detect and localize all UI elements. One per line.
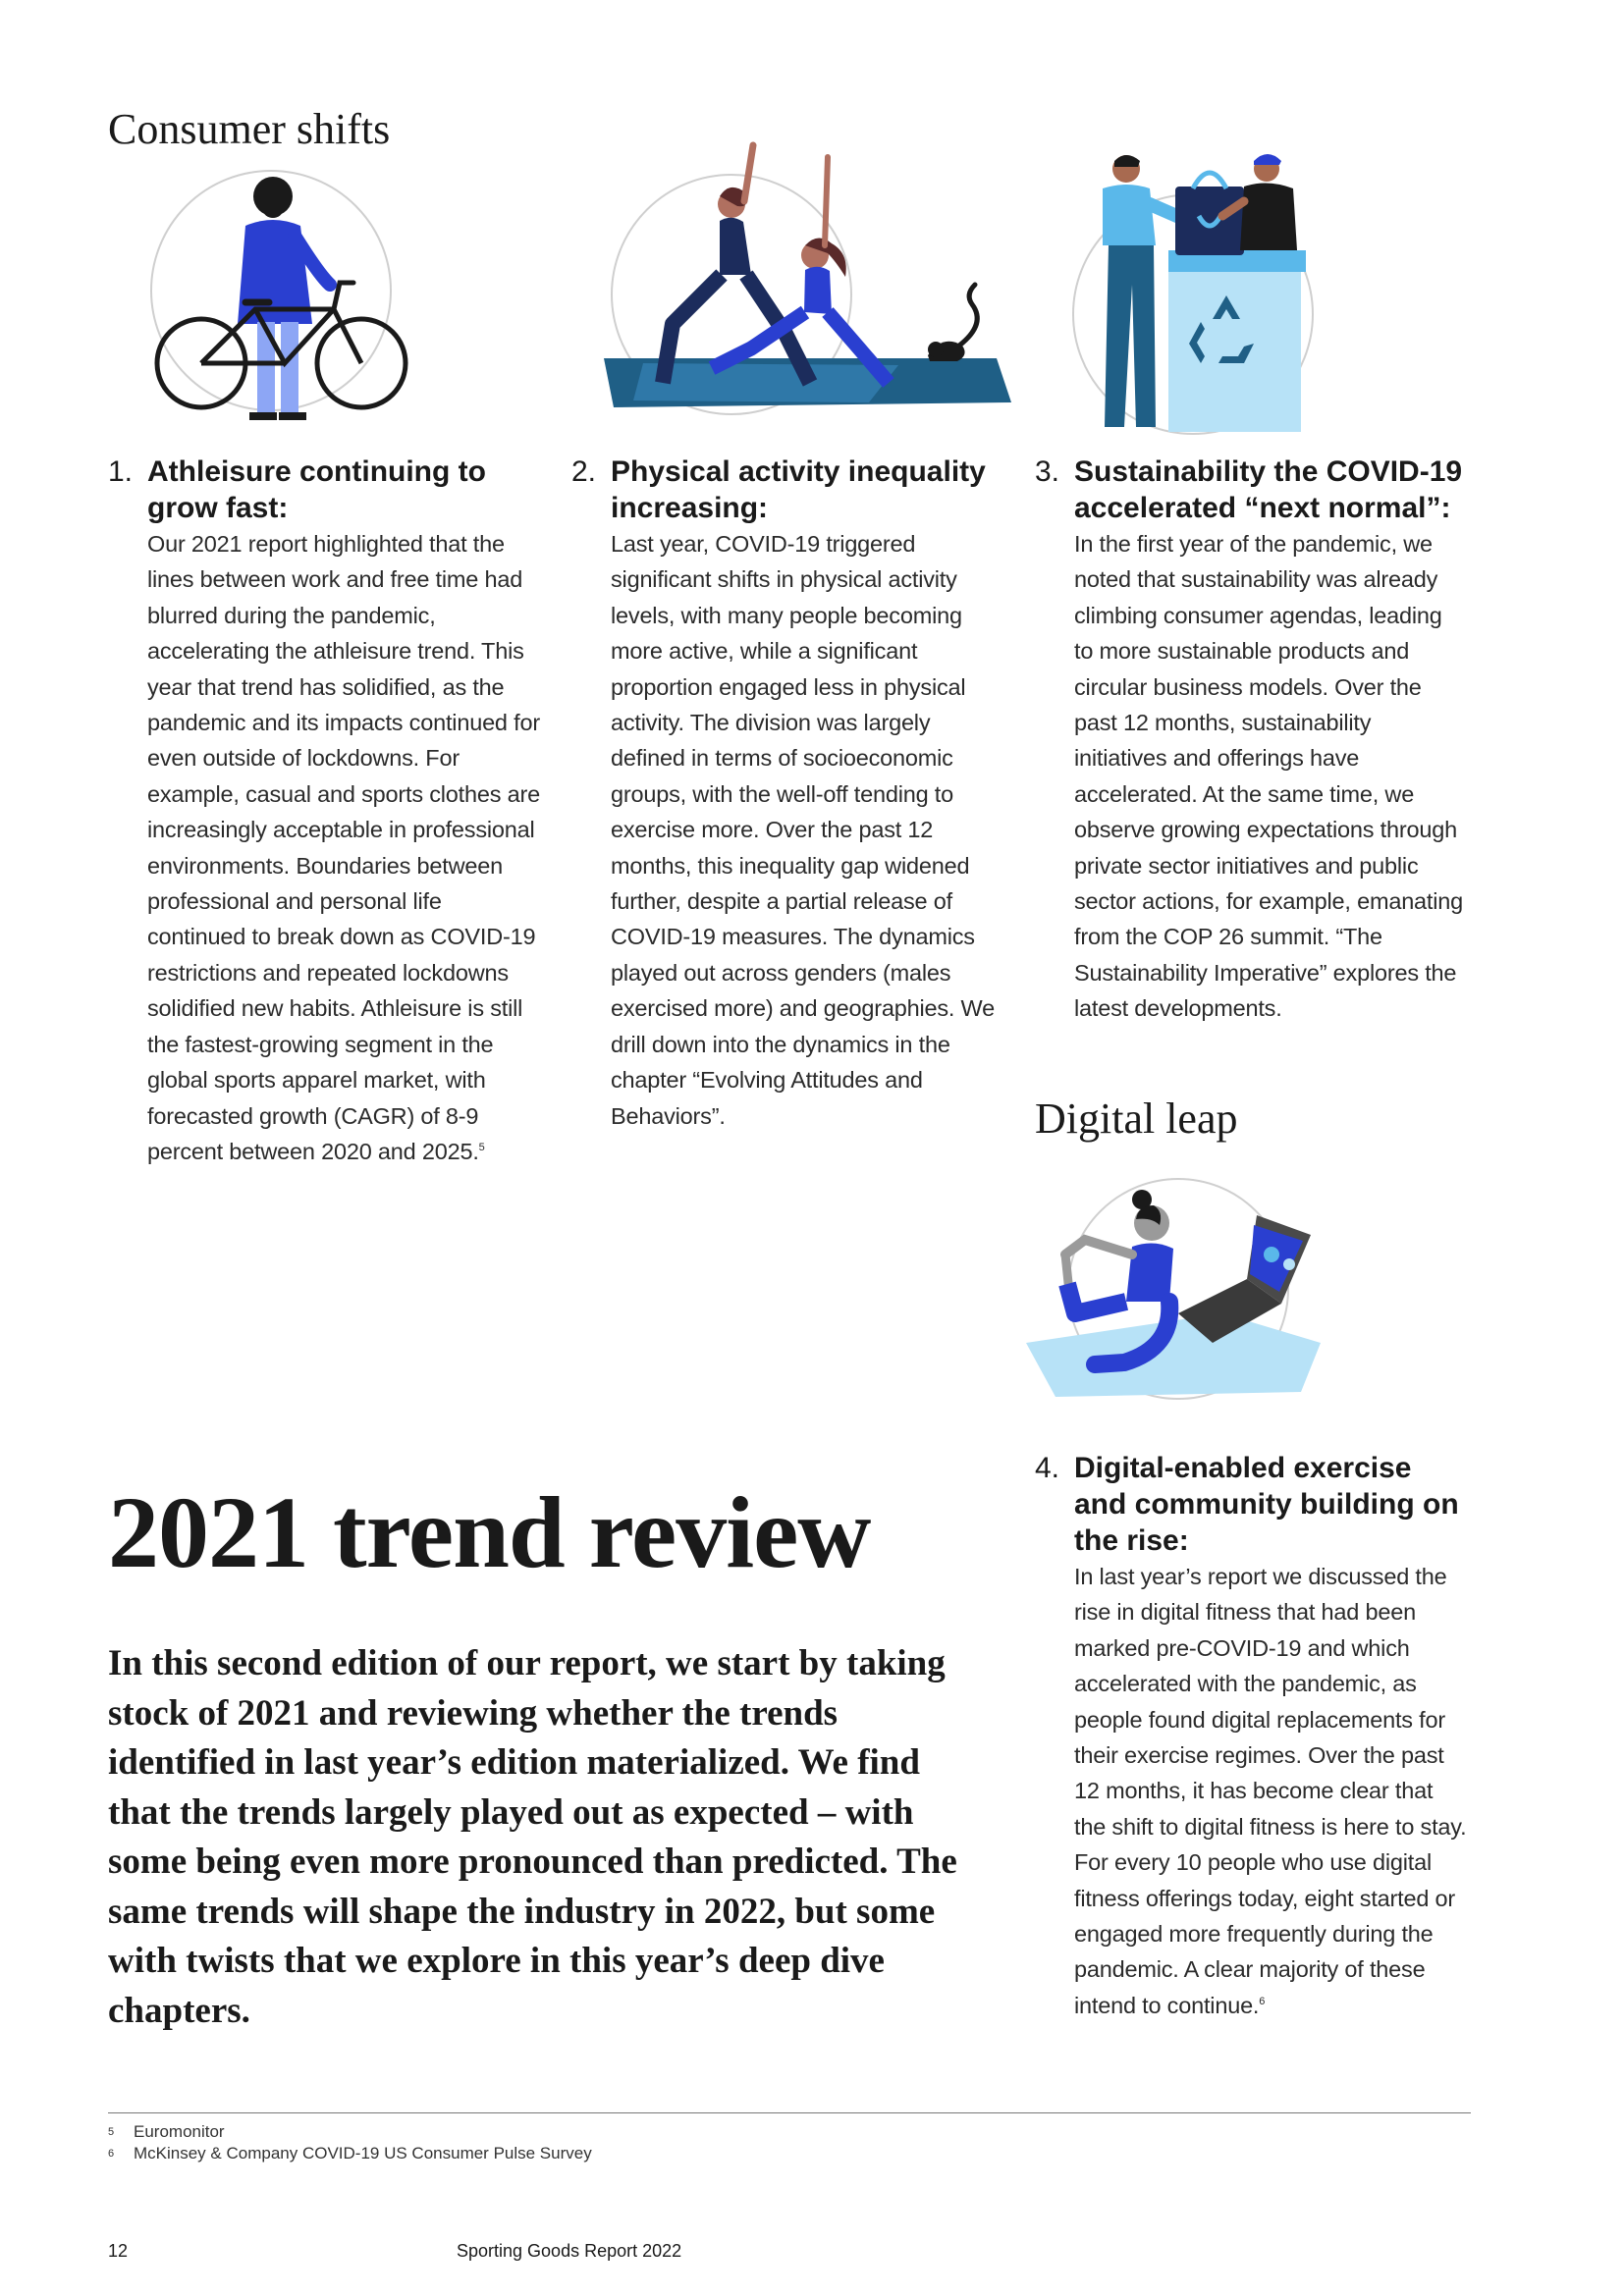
trend-item-digital-exercise xyxy=(1035,1450,1467,2023)
item-title: Physical activity inequality increasing: xyxy=(611,455,986,524)
trend-item-athleisure xyxy=(108,454,540,1169)
cyclist-illustration xyxy=(147,167,432,442)
trend-item-sustainability xyxy=(1035,454,1467,1027)
footnote-ref: 5 xyxy=(478,1142,485,1154)
trend-item-physical-activity xyxy=(571,454,1003,1134)
footnote-text: McKinsey & Company COVID-19 US Consumer Pulse Survey xyxy=(134,2144,592,2163)
page-number: 12 xyxy=(108,2241,129,2261)
footnote-6 xyxy=(108,2143,592,2164)
trend-review-intro: In this second edition of our report, we start by taking stock of 2021 and reviewing whether the trends identified in last year’s edition materialized. We find that the trends largely played out as expected – with some being even more pronounced than predicted. The same trends will shape the industry in 2022, but some with twists that we explore in this year’s deep dive chapters. xyxy=(108,1643,957,2031)
digital-fitness-illustration xyxy=(1026,1176,1321,1412)
footnote-divider xyxy=(108,2112,1471,2113)
item-body: In last year’s report we discussed the rise in digital fitness that had been marked pre-COVID-19 and which accelerated with the pandemic, as people found digital replacements for their exercise regimes. Over the past 12 months, it has become clear that the shift to digital fitness is here to stay. For every 10 people who use digital fitness offerings today, eight started or engaged more frequently during the pandemic. A clear majority of these intend to continue.$^6$ xyxy=(1074,1564,1467,2018)
footnote-mark: 6 xyxy=(108,2148,115,2160)
recycling-illustration xyxy=(1065,147,1321,442)
item-number: 3. xyxy=(1035,455,1060,488)
item-title: Athleisure continuing to grow fast: xyxy=(147,455,486,524)
item-number: 1. xyxy=(108,455,134,488)
item-title: Digital-enabled exercise and community building on the rise: xyxy=(1074,1452,1459,1557)
item-body: Our 2021 report highlighted that the lines between work and free time had blurred during the pandemic, accelerating the athleisure trend. This year that trend has solidified, as the pandemic and its impacts continued for even outside of lockdowns. For example, casual and sports clothes are increasingly acceptable in professional environments. Boundaries between professional and personal life continued to break down as COVID-19 restrictions and repeated lockdowns solidified new habits. Athleisure is still the fastest-growing segment in the global sports apparel market, with forecasted growth (CAGR) of 8-9 percent between 2020 and 2025.$^5$ xyxy=(147,531,540,1164)
item-number: 4. xyxy=(1035,1452,1060,1484)
item-body: Last year, COVID-19 triggered significant shifts in physical activity levels, with many people becoming more active, while a significant proportion engaged less in physical activity. The division was largely defined in terms of socioeconomic groups, with the well-off tending to exercise more. Over the past 12 months, this inequality gap widened further, despite a partial release of COVID-19 measures. The dynamics played out across genders (males exercised more) and geographies. We drill down into the dynamics in the chapter “Evolving Attitudes and Behaviors”. xyxy=(611,531,995,1129)
yoga-illustration xyxy=(604,137,1011,432)
footnote-mark: 5 xyxy=(108,2126,115,2138)
footnotes xyxy=(108,2121,592,2164)
footnote-ref: 6 xyxy=(1259,1996,1266,2008)
section-title-digital-leap: Digital leap xyxy=(1035,1095,1238,1143)
item-title: Sustainability the COVID-19 accelerated “next normal”: xyxy=(1074,455,1463,524)
footnote-text: Euromonitor xyxy=(134,2122,225,2141)
item-body: In the first year of the pandemic, we noted that sustainability was already climbing consumer agendas, leading to more sustainable products and circular business models. Over the past 12 months, sustainability initiatives and offerings have accelerated. At the same time, we observe growing expectations through private sector initiatives and public sector actions, for example, emanating from the COP 26 summit. “The Sustainability Imperative” explores the latest developments. xyxy=(1074,531,1464,1022)
trend-review-title: 2021 trend review xyxy=(108,1476,871,1589)
footnote-5 xyxy=(108,2121,592,2143)
section-title-consumer-shifts: Consumer shifts xyxy=(108,105,391,153)
report-title-footer: Sporting Goods Report 2022 xyxy=(457,2241,682,2261)
item-number: 2. xyxy=(571,455,597,488)
